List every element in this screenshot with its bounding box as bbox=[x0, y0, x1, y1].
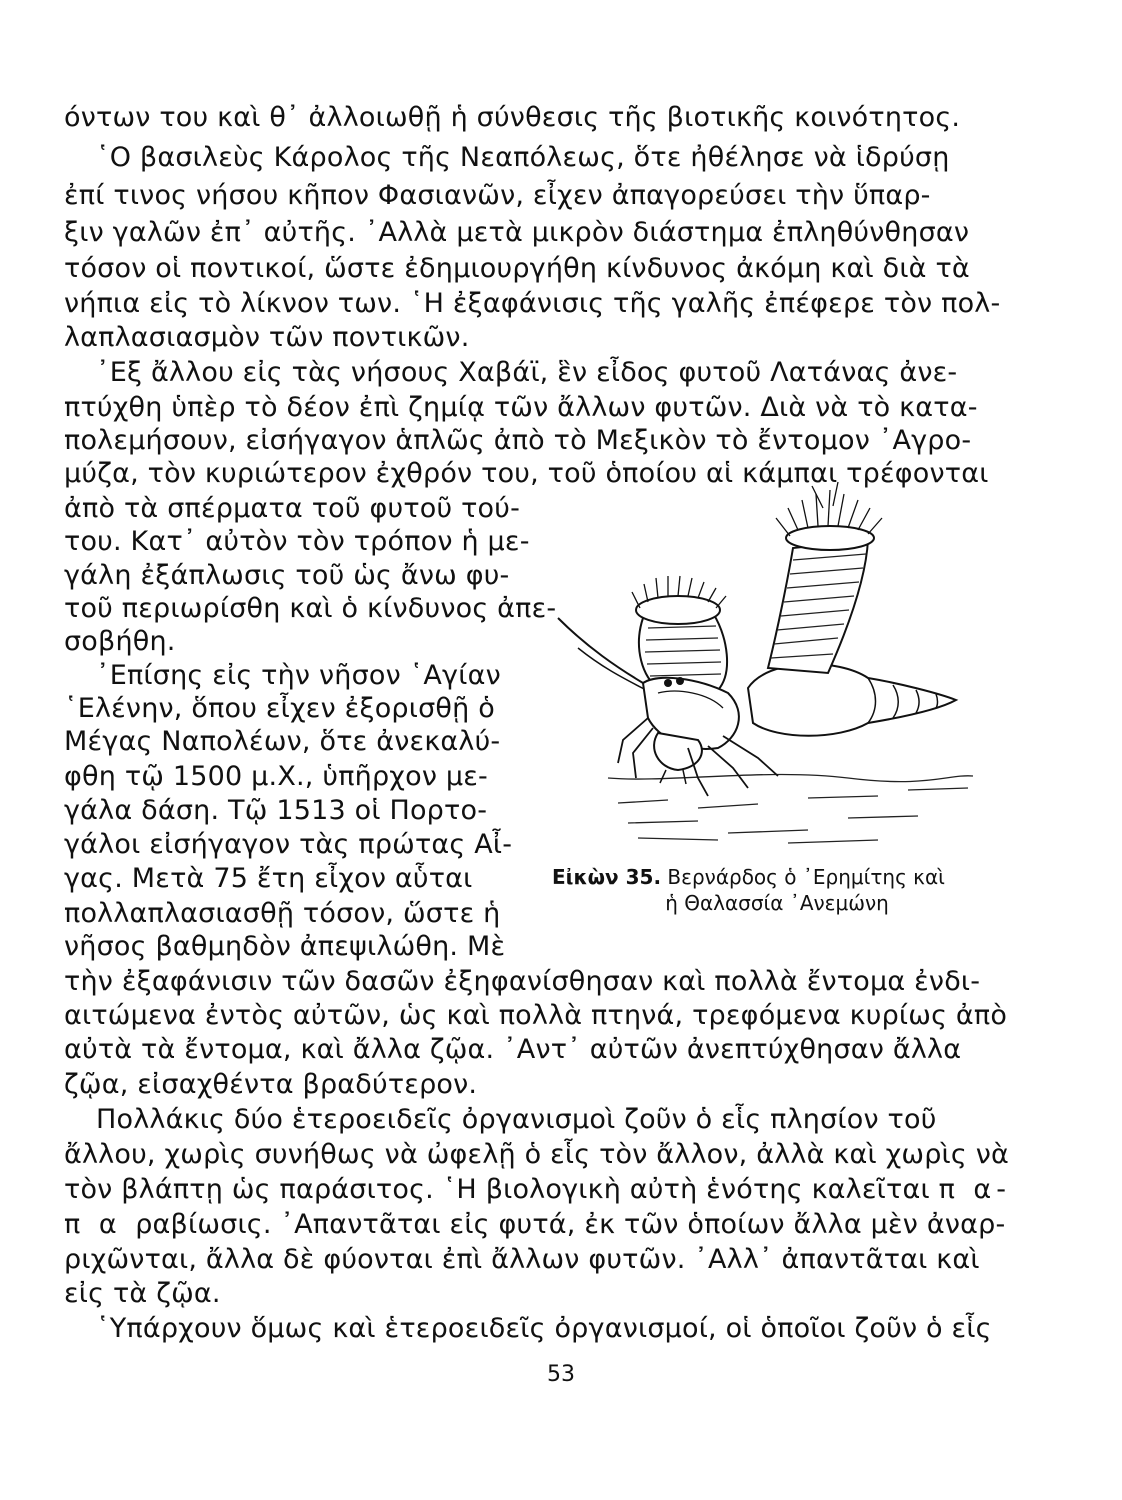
spaced-term-end: π α bbox=[64, 1209, 136, 1240]
text-line: σοβήθη. bbox=[64, 626, 176, 657]
text-line: ἐπί τινος νήσου κῆπον Φασιανῶν, εἶχεν ἀπαγορεύσει τὴν ὕπαρ- bbox=[64, 180, 931, 211]
caption-text-1: Βερνάρδος ὁ ᾽Ερημίτης καὶ bbox=[667, 865, 945, 889]
text-line bbox=[64, 1174, 1011, 1206]
text-line: αὐτὰ τὰ ἔντομα, καὶ ἄλλα ζῷα. ᾽Αντ᾽ αὐτῶν ἀνεπτύχθησαν ἄλλα bbox=[64, 1034, 962, 1065]
text-line: μύζα, τὸν κυριώτερον ἐχθρόν του, τοῦ ὁποίου αἱ κάμπαι τρέφονται bbox=[64, 458, 989, 489]
caption-line-2: ἡ Θαλασσία ᾽Ανεμώνη bbox=[665, 891, 889, 915]
text-line: Μέγας Ναπολέων, ὅτε ἀνεκαλύ- bbox=[64, 726, 501, 757]
text-line: όντων του καὶ θ᾽ ἀλλοιωθῇ ἡ σύνθεσις τῆς βιοτικῆς κοινότητος. bbox=[64, 102, 961, 133]
text-line: γάλη ἐξάπλωσις τοῦ ὡς ἄνω φυ- bbox=[64, 560, 510, 591]
text-line: πολλαπλασιασθῇ τόσον, ὥστε ἡ bbox=[64, 898, 501, 929]
text-line: ῾Ελένην, ὅπου εἶχεν ἐξορισθῇ ὁ bbox=[64, 693, 495, 724]
hermit-crab-anemone-illustration bbox=[548, 478, 978, 848]
text-line: ριχῶνται, ἄλλα δὲ φύονται ἐπὶ ἄλλων φυτῶν. ᾽Αλλ᾽ ἀπαντᾶται καὶ bbox=[64, 1244, 980, 1275]
text-line: νήπια εἰς τὸ λίκνον των. ῾Η ἐξαφάνισις τῆς γαλῆς ἐπέφερε τὸν πολ- bbox=[64, 288, 1001, 319]
text-segment: τὸν βλάπτῃ ὡς παράσιτος. ῾Η βιολογικὴ αὐτὴ ἑνότης καλεῖται bbox=[64, 1174, 930, 1205]
text-line: αιτώμενα ἐντὸς αὐτῶν, ὡς καὶ πολλὰ πτηνά, τρεφόμενα κυρίως ἀπὸ bbox=[64, 1000, 1008, 1031]
page-number: 53 bbox=[547, 1362, 575, 1387]
text-line: πολεμήσουν, εἰσήγαγον ἁπλῶς ἀπὸ τὸ Μεξικὸν τὸ ἔντομον ᾽Αγρο- bbox=[64, 425, 972, 456]
text-line: τὴν ἐξαφάνισιν τῶν δασῶν ἐξηφανίσθησαν καὶ πολλὰ ἔντομα ἐνδι- bbox=[64, 966, 981, 997]
text-line: ᾽Επίσης εἰς τὴν νῆσον ῾Αγίαν bbox=[96, 660, 501, 691]
text-line: εἰς τὰ ζῷα. bbox=[64, 1278, 221, 1309]
text-line: φθη τῷ 1500 μ.Χ., ὑπῆρχον με- bbox=[64, 761, 488, 792]
text-line: τοῦ περιωρίσθη καὶ ὁ κίνδυνος ἀπε- bbox=[64, 593, 557, 624]
text-line: γάλοι εἰσήγαγον τὰς πρώτας Αἶ- bbox=[64, 829, 513, 860]
spaced-term-start: π α- bbox=[938, 1174, 1011, 1205]
text-line: ξιν γαλῶν ἐπ᾽ αὐτῆς. ᾽Αλλὰ μετὰ μικρὸν διάστημα ἐπληθύνθησαν bbox=[64, 217, 970, 248]
text-line: γας. Μετὰ 75 ἔτη εἶχον αὗται bbox=[64, 863, 473, 894]
text-line: γάλα δάση. Τῷ 1513 οἱ Πορτο- bbox=[64, 795, 488, 826]
text-segment: ραβίωσις. ᾽Απαντᾶται εἰς φυτά, ἐκ τῶν ὁποίων ἄλλα μὲν ἀναρ- bbox=[135, 1209, 1006, 1240]
figure-caption bbox=[552, 864, 982, 916]
caption-line-1 bbox=[552, 864, 982, 890]
figure-label: Εἰκὼν 35. bbox=[552, 865, 662, 889]
text-line: ῾Ο βασιλεὺς Κάρολος τῆς Νεαπόλεως, ὅτε ἠθέλησε νὰ ἱδρύσῃ bbox=[96, 142, 950, 173]
text-line: τόσον οἱ ποντικοί, ὥστε ἐδημιουργήθη κίνδυνος ἀκόμη καὶ διὰ τὰ bbox=[64, 253, 970, 284]
text-line: του. Κατ᾽ αὐτὸν τὸν τρόπον ἡ με- bbox=[64, 526, 530, 557]
text-line: ᾽Εξ ἄλλου εἰς τὰς νήσους Χαβάϊ, ἓν εἶδος φυτοῦ Λατάνας ἀνε- bbox=[96, 357, 958, 388]
text-line: Πολλάκις δύο ἑτεροειδεῖς ὀργανισμοὶ ζοῦν ὁ εἷς πλησίον τοῦ bbox=[96, 1104, 937, 1135]
text-line: ῾Υπάρχουν ὅμως καὶ ἑτεροειδεῖς ὀργανισμοί, οἱ ὁποῖοι ζοῦν ὁ εἷς bbox=[96, 1313, 992, 1344]
text-line: λαπλασιασμὸν τῶν ποντικῶν. bbox=[64, 322, 470, 353]
text-line: πτύχθη ὑπὲρ τὸ δέον ἐπὶ ζημίᾳ τῶν ἄλλων φυτῶν. Διὰ νὰ τὸ κατα- bbox=[64, 392, 978, 423]
text-line: ἀπὸ τὰ σπέρματα τοῦ φυτοῦ τού- bbox=[64, 493, 521, 524]
text-line: νῆσος βαθμηδὸν ἀπεψιλώθη. Μὲ bbox=[64, 931, 506, 962]
text-line: ζῷα, εἰσαχθέντα βραδύτερον. bbox=[64, 1069, 478, 1100]
text-line: ἄλλου, χωρὶς συνήθως νὰ ὠφελῇ ὁ εἷς τὸν ἄλλον, ἀλλὰ καὶ χωρὶς νὰ bbox=[64, 1139, 1009, 1170]
text-line bbox=[64, 1209, 1006, 1241]
